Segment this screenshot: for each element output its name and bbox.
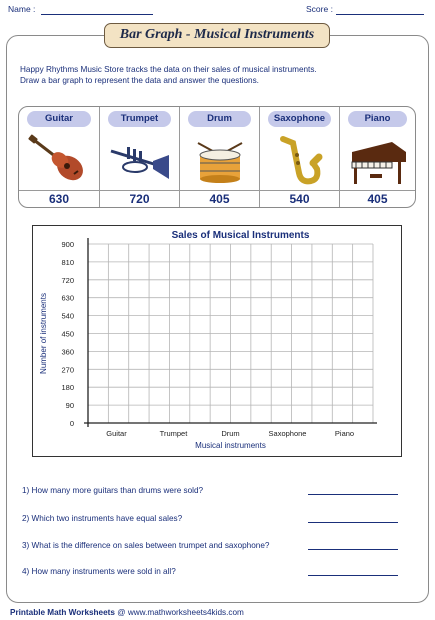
card-value: 630 — [19, 190, 99, 208]
bar-graph[interactable] — [32, 225, 402, 457]
card-label: Trumpet — [108, 111, 171, 127]
footer-site: @ www.mathworksheets4kids.com — [117, 608, 244, 617]
card-label: Drum — [188, 111, 251, 127]
chart-title: Sales of Musical Instruments — [171, 230, 310, 241]
x-tick-label: Trumpet — [159, 429, 188, 438]
saxophone-icon — [264, 131, 335, 189]
card-label: Piano — [348, 111, 407, 127]
y-tick-label: 270 — [61, 365, 74, 375]
drum-icon — [184, 131, 255, 189]
question-3: 3) What is the difference on sales between trumpet and saxophone? — [22, 541, 270, 550]
score-label: Score : — [306, 4, 333, 14]
y-tick-label: 180 — [61, 383, 74, 393]
y-tick-label: 90 — [65, 401, 74, 411]
name-label: Name : — [8, 4, 36, 14]
trumpet-icon — [104, 131, 175, 189]
x-tick-label: Guitar — [106, 429, 127, 438]
y-tick-label: 900 — [61, 240, 74, 249]
answer-line-1[interactable] — [308, 494, 398, 495]
card-saxophone — [259, 107, 339, 207]
y-tick-label: 630 — [61, 293, 74, 303]
card-guitar — [19, 107, 99, 207]
bar-graph-svg — [33, 226, 403, 458]
x-tick-label: Piano — [334, 429, 355, 438]
instrument-data-table — [18, 106, 416, 208]
guitar-icon — [23, 131, 95, 189]
footer-brand: Printable Math Worksheets — [10, 608, 115, 617]
intro-line-1: Happy Rhythms Music Store tracks the data on their sales of musical instruments. — [20, 65, 317, 74]
intro-text — [20, 64, 415, 86]
y-tick-label: 450 — [61, 329, 74, 339]
x-axis-label: Musical instruments — [195, 441, 266, 450]
card-label: Saxophone — [268, 111, 331, 127]
question-4: 4) How many instruments were sold in all? — [22, 567, 176, 576]
answer-line-2[interactable] — [308, 522, 398, 523]
name-score-bar — [8, 4, 427, 18]
answer-line-3[interactable] — [308, 549, 398, 550]
card-value: 720 — [100, 190, 179, 208]
y-tick-label: 540 — [61, 311, 74, 321]
card-piano — [339, 107, 415, 207]
name-line[interactable] — [41, 14, 153, 15]
card-value: 405 — [180, 190, 259, 208]
y-tick-label: 0 — [69, 419, 74, 428]
question-1: 1) How many more guitars than drums were sold? — [22, 486, 204, 495]
card-value: 405 — [340, 190, 415, 208]
worksheet-title: Bar Graph - Musical Instruments — [104, 23, 330, 48]
y-tick-label: 360 — [61, 347, 74, 357]
question-2: 2) Which two instruments have equal sales? — [22, 514, 183, 523]
y-axis-label: Number of instruments — [39, 293, 48, 374]
card-value: 540 — [260, 190, 339, 208]
y-tick-label: 810 — [61, 257, 74, 267]
score-line[interactable] — [336, 14, 424, 15]
intro-line-2: Draw a bar graph to represent the data and answer the questions. — [20, 76, 259, 85]
card-drum — [179, 107, 259, 207]
piano-icon — [344, 131, 411, 189]
x-tick-label: Saxophone — [268, 429, 307, 438]
answer-line-4[interactable] — [308, 575, 398, 576]
x-tick-label: Drum — [221, 429, 240, 438]
footer — [10, 608, 244, 617]
card-trumpet — [99, 107, 179, 207]
y-tick-label: 720 — [61, 275, 74, 285]
card-label: Guitar — [27, 111, 91, 127]
